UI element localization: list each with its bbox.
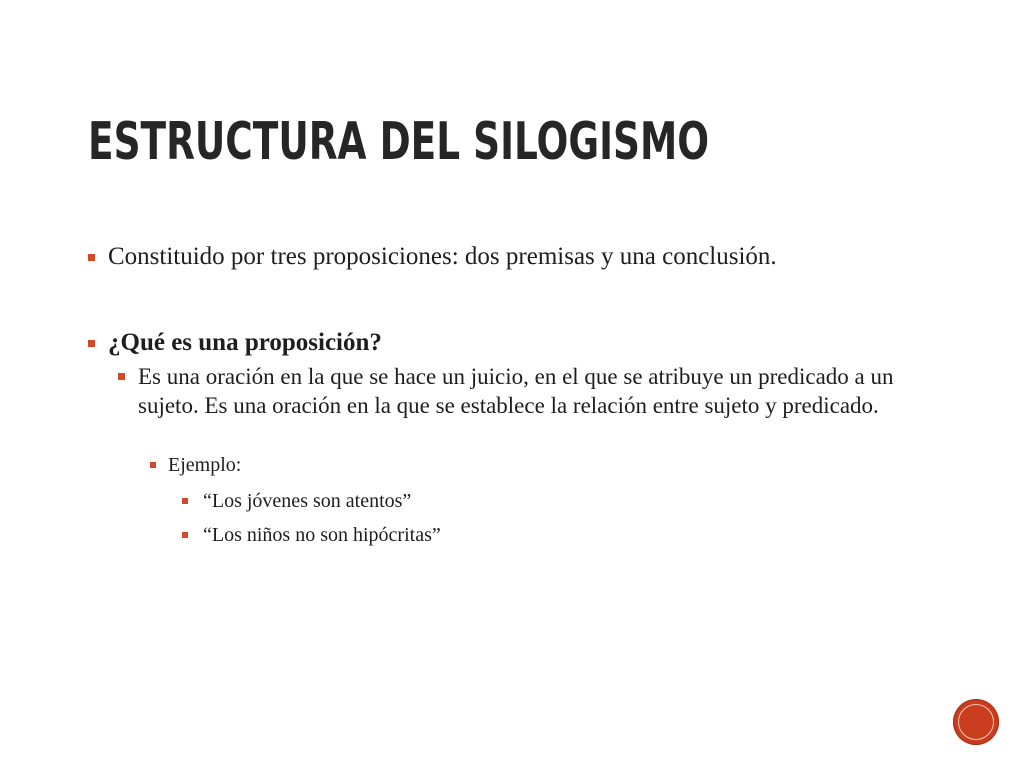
bullet-text: Ejemplo:	[168, 454, 242, 476]
bullet-text: “Los niños no son hipócritas”	[203, 524, 441, 546]
bullet-text: Es una oración en la que se hace un juicio, en el que se atribuye un predicado a un sujeto. Es una oración en la que se establece la relación entre sujeto y predicado.	[138, 364, 894, 418]
slide-title: ESTRUCTURA DEL SILOGISMO	[88, 112, 710, 172]
bullet-list	[88, 241, 948, 548]
bullet-text: “Los jóvenes son atentos”	[203, 490, 412, 512]
square-bullet-icon	[182, 498, 188, 504]
slide-nav-button[interactable]	[953, 699, 999, 745]
sub-bullet-item	[88, 452, 948, 478]
square-bullet-icon	[182, 532, 188, 538]
square-bullet-icon	[88, 340, 95, 347]
bullet-item	[88, 241, 948, 273]
circle-nav-icon	[958, 704, 994, 740]
bullet-item	[88, 327, 948, 359]
square-bullet-icon	[88, 254, 95, 261]
square-bullet-icon	[150, 462, 156, 468]
sub-bullet-item	[88, 488, 948, 514]
sub-bullet-item	[88, 522, 948, 548]
bullet-text: Constituido por tres proposiciones: dos premisas y una conclusión.	[108, 243, 777, 270]
sub-bullet-item	[88, 362, 948, 420]
square-bullet-icon	[118, 373, 125, 380]
bullet-text: ¿Qué es una proposición?	[108, 329, 382, 356]
